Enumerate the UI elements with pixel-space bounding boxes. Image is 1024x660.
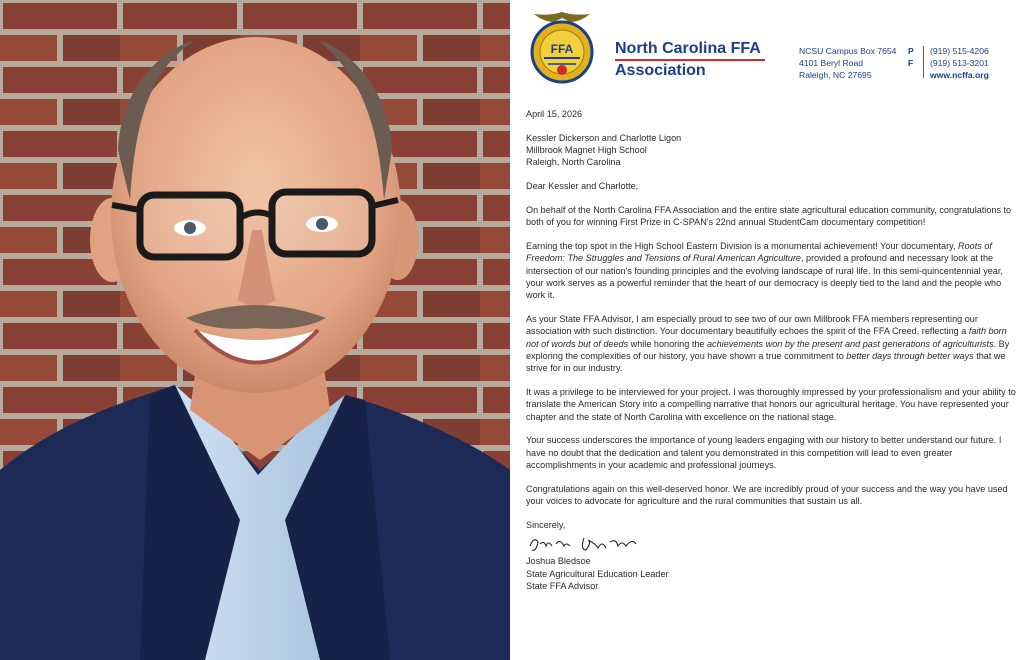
- website-link[interactable]: www.ncffa.org: [930, 70, 989, 80]
- org-red-rule: [615, 59, 765, 61]
- creed-quote: achievements won by the present and past generations of agriculturists: [707, 338, 994, 349]
- emblem-letters: FFA: [550, 42, 574, 56]
- p3-text: while honoring the: [628, 338, 707, 349]
- address-line: 4101 Beryl Road: [799, 58, 864, 68]
- address-line: Raleigh, NC 27695: [799, 70, 872, 80]
- p3-text: . By exploring the complexities of our history, you have shown a true commitment to: [526, 338, 1010, 361]
- recipient-line: Millbrook Magnet High School: [526, 145, 647, 156]
- p2-text: , provided a profound and necessary look at the intersection of our nation's founding principles and the evolving landscape of rural life. In this semi-quincentennial year, your work serves as a powerful reminder that the heart of our democracy is deeply tied to the land and the people who work it.: [526, 253, 1003, 301]
- recipient-block: [526, 132, 1016, 169]
- fax-label: F: [908, 58, 914, 68]
- closing-block: [526, 519, 1016, 592]
- handwritten-signature: [526, 532, 646, 554]
- paragraph-6: Congratulations again on this well-deserved honor. We are incredibly proud of your success and the way you have used your voices to advocate for agriculture and the rural communities that sustain us all.: [526, 483, 1008, 507]
- organization-name: [615, 40, 765, 80]
- contact-labels: [908, 45, 914, 69]
- phone-label: P: [908, 46, 914, 56]
- mailing-address: [799, 45, 896, 81]
- portrait-photo: [0, 0, 510, 660]
- p2-text: Earning the top spot in the High School Eastern Division is a monumental achievement! Your documentary,: [526, 241, 959, 252]
- ffa-emblem-logo: [524, 8, 600, 88]
- creed-quote: better days through better ways: [846, 350, 974, 361]
- paragraph-3: [526, 313, 1016, 374]
- letter-body: [526, 108, 1016, 592]
- letterhead: [510, 0, 1024, 96]
- signer-title: State Agricultural Education Leader: [526, 568, 669, 579]
- p3-text: As your State FFA Advisor, I am especially proud to see two of our own Millbrook FFA members representing our association with such distinction. Your documentary beautifully echoes the spirit of the FFA Creed, reflecting a: [526, 314, 978, 337]
- contact-divider: [923, 46, 924, 78]
- address-line: NCSU Campus Box 7654: [799, 46, 897, 56]
- recipient-line: Kessler Dickerson and Charlotte Ligon: [526, 132, 682, 143]
- portrait-illustration: [0, 0, 510, 660]
- org-name-line2: Association: [615, 62, 706, 79]
- salutation: Dear Kessler and Charlotte,: [526, 181, 639, 192]
- org-name-line1: North Carolina FFA: [615, 40, 761, 57]
- recipient-line: Raleigh, North Carolina: [526, 157, 621, 168]
- creed-quote: faith born not of words but of deeds: [526, 326, 1007, 349]
- contact-info: [930, 45, 989, 81]
- paragraph-1: On behalf of the North Carolina FFA Association and the entire state agricultural education community, congratulations to both of you for winning First Prize in C-SPAN's 22nd annual StudentCam documentary competition!: [526, 204, 1012, 228]
- phone-number: (919) 515-4206: [930, 46, 989, 56]
- signer-title: State FFA Advisor: [526, 580, 599, 591]
- letter-date: April 15, 2026: [526, 109, 583, 119]
- paragraph-2: [526, 240, 1016, 301]
- signer-name: Joshua Bledsoe: [526, 556, 591, 567]
- closing: Sincerely,: [526, 519, 566, 530]
- paragraph-5: Your success underscores the importance of young leaders engaging with our history to better understand our future. I have no doubt that the dedication and talent you demonstrated in this competition will lead to even greater accomplishments in your academic and professional journeys.: [526, 435, 1002, 471]
- p3-text: that we strive for in our industry.: [526, 350, 1006, 374]
- letter-page: [510, 0, 1024, 660]
- paragraph-4: It was a privilege to be interviewed for your project. I was thoroughly impressed by your professionalism and your ability to translate the American Story into a compelling narrative that honors our agricultural heritage. You have represented your chapter and the state of North Carolina with excellence on the national stage.: [526, 387, 1016, 422]
- fax-number: (919) 513-3201: [930, 58, 989, 68]
- documentary-title: Roots of Freedom: The Struggles and Tensions of Rural American Agriculture: [526, 241, 992, 264]
